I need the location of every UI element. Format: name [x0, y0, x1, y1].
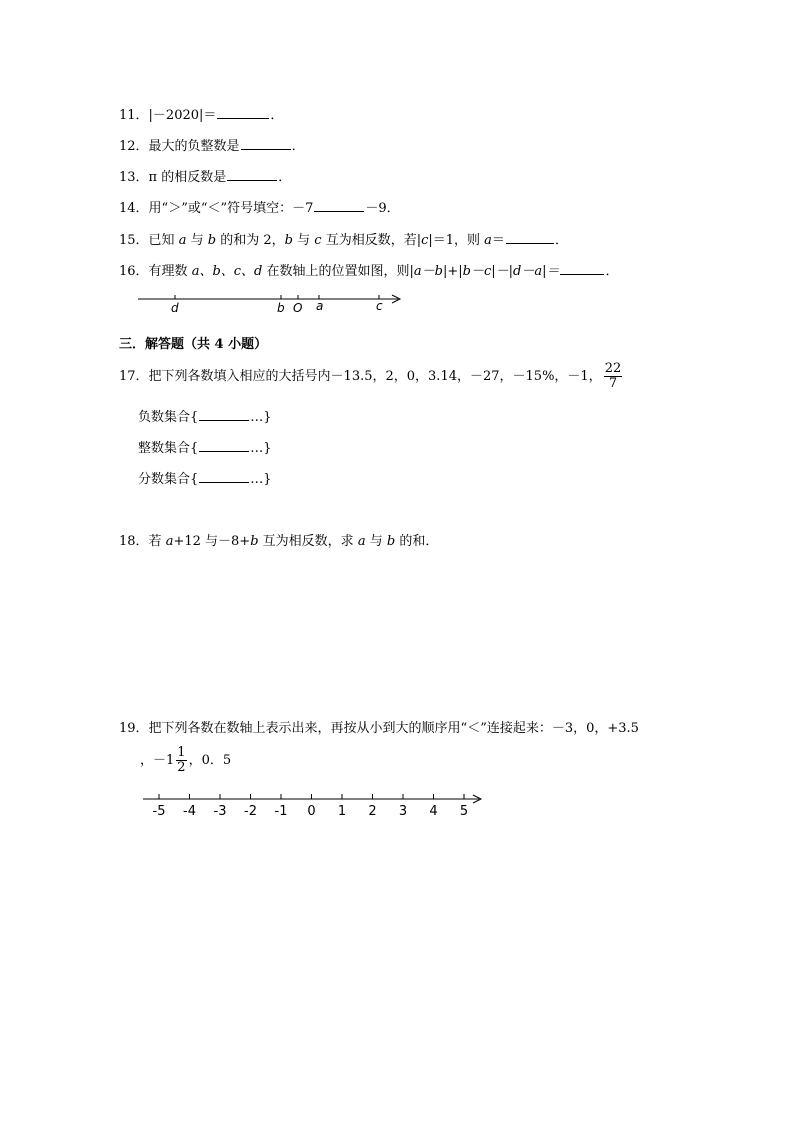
answer-blank[interactable]	[241, 148, 291, 150]
question-11: 11．|－2020|＝ ．	[119, 108, 284, 123]
axis-label-b: b	[277, 301, 285, 315]
question-number: 15．	[119, 233, 149, 248]
question-18: 18．若 a+12 与－8+b 互为相反数，求 a 与 b 的和．	[119, 534, 439, 549]
question-number: 12．	[119, 139, 149, 154]
question-number: 18．	[119, 534, 149, 549]
number-line-q16	[130, 288, 415, 316]
number-line-q19	[135, 790, 490, 822]
question-19-line2: ，－1 $\frac{1}{2}$ ，0．5	[140, 745, 232, 775]
answer-blank[interactable]	[199, 450, 249, 452]
axis-tick-label: -5	[152, 804, 166, 819]
question-17	[119, 362, 624, 391]
axis-tick-label: -2	[244, 804, 257, 819]
question-text: 把下列各数填入相应的大括号内－13.5，2，0，3.14，－27，－15%，－1，	[148, 369, 602, 384]
axis-tick-label: 5	[459, 804, 469, 819]
question-text: π 的相反数是	[148, 170, 227, 185]
axis-label-o: O	[293, 301, 303, 315]
set-negative: 负数集合{ …}	[138, 410, 272, 425]
answer-blank[interactable]	[227, 179, 277, 181]
answer-blank[interactable]	[199, 419, 249, 421]
axis-tick-label: -3	[213, 804, 227, 819]
fraction: $\frac{1}{2}$	[177, 745, 186, 775]
question-text: |－2020|＝	[148, 108, 217, 123]
axis-tick-label: 0	[307, 804, 316, 819]
question-12: 12．最大的负整数是 ．	[119, 139, 305, 154]
answer-blank[interactable]	[199, 481, 249, 483]
question-number: 19．	[119, 721, 149, 736]
question-number: 14．	[119, 201, 149, 216]
question-number: 17．	[119, 369, 149, 384]
answer-blank[interactable]	[506, 242, 554, 244]
question-text: 最大的负整数是	[148, 139, 240, 154]
answer-blank[interactable]	[560, 273, 604, 275]
axis-label-d: d	[171, 301, 179, 315]
question-number: 16．	[119, 264, 149, 279]
fraction: $\frac{22}{7}$	[604, 361, 622, 391]
axis-tick-label: 4	[429, 804, 438, 819]
answer-blank[interactable]	[217, 117, 269, 119]
axis-tick-label: 1	[337, 804, 347, 819]
section-title: 三．解答题（共 4 小题）	[119, 337, 268, 352]
axis-label-a: a	[316, 299, 324, 313]
axis-tick-label: -4	[183, 804, 196, 819]
question-number: 11．	[119, 108, 149, 123]
answer-blank[interactable]	[314, 210, 364, 212]
axis-label-c: c	[376, 299, 383, 313]
axis-tick-label: -1	[274, 804, 288, 819]
question-text: 把下列各数在数轴上表示出来，再按从小到大的顺序用“＜”连接起来：－3，0，+3.5	[148, 721, 639, 736]
question-19	[119, 717, 639, 736]
axis-tick-label: 3	[398, 804, 408, 819]
question-15: 15．已知 a 与 b 的和为 2，b 与 c 互为相反数，若|c|＝1，则 a＝ ．	[119, 233, 568, 248]
question-14: 14．用“＞”或“＜”符号填空：－7 －9．	[119, 201, 400, 216]
axis-tick-label: 2	[368, 804, 377, 819]
question-number: 13．	[119, 170, 149, 185]
question-13: 13．π 的相反数是 ．	[119, 170, 292, 185]
set-integer: 整数集合{ …}	[138, 441, 272, 456]
question-text: 用“＞”或“＜”符号填空：－7	[148, 201, 314, 216]
set-fraction: 分数集合{ …}	[138, 472, 272, 487]
question-16: 16．有理数 a、b、c、d 在数轴上的位置如图，则|a－b|+|b－c|－|d－a|＝ ．	[119, 264, 619, 279]
